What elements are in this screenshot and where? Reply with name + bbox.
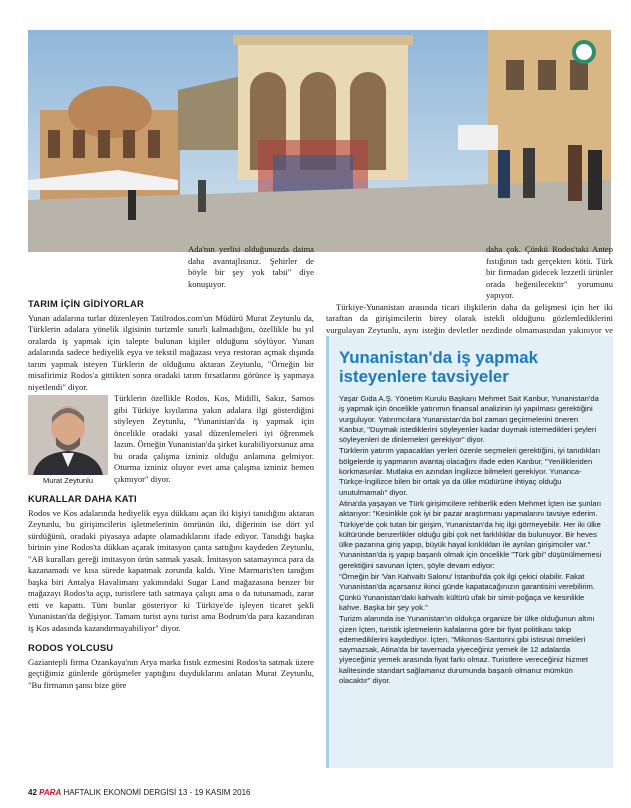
paragraph: Rodos ve Kos adalarında hediyelik eşya dükkanı açan iki kişiyi tanıdığını aktaran Zeytunlu, bu girişimcilerin işletmelerinin ömrünün iki, diğerinin ise dört yıl sürdüğünü, oradaki piyasaya adapte olamadıklarını ifade ediyor. Tanıdığı başka birinin yine Rodos'ta dükkan açarak imitasyon çanta sattığını kaydeden Zeytunlu, "AB kuralları gereği imitasyon ürün satmak yasak. İmitasyon satamayınca para da kazanamadı ve kısa sürede kapatmak zorunda kaldı. Yine Marmaris'ten tanığım başka biri Antalya Havalimanı yakınındaki Sugar Land mağazasına benzer bir mağazayı Rodos'ta açıp, turistlere tatlı satmaya çalıştı ama o da tutunamadı, zarar etti ve kapattı. Tüm bunlar gösteriyor ki Türkiye'de işleyen ticaret şekli Yunanistan'da değişiyor. Tamam turist aynı turist ama Bodrum'da para kazandıran iş Kos adasında kazandırmayabiliyor" diyor. [28,507,314,633]
page-number: 42 [28,788,37,797]
advice-box-title [339,348,603,386]
issue-info: HAFTALIK EKONOMİ DERGİSİ 13 - 19 KASIM 2016 [63,788,251,797]
advice-box-body [339,394,603,686]
advice-paragraph: Yaşar Gıda A.Ş. Yönetim Kurulu Başkanı Mehmet Sait Kanbur, Yunanistan'da iş yapmak için öncelikle yatırımın finansal analizinin iyi yapılması gerektiğini vurguluyor. Yatırımcılara Yunanistan'da bol zaman geçirmelerini öneren Kanbur, "Duymak istediklerini söyleyenler kadar duymak istemedikleri şeyleri söyleyenleri de dinlemeleri gerekiyor" diyor. [339,394,599,445]
section-heading-kurallar: KURALLAR DAHA KATI [28,493,137,504]
athens-street-photo [28,30,611,252]
right-column [326,244,613,348]
advice-paragraph: Türklerin yatırım yapacakları yerleri özenle seçmeleri gerektiğini, iyi tanıdıkları bölgelerde iş yapmanın avantaj olacağını ifade eden Kanbur, "Yenilikleriden korkmasınlar. Mutlaka en azından İngilizce bilmeleri gerekiyor. Yunanca-Türkçe-İngilizce bilen bir ortak ya da ülke müdürüne ihtiyaç olduğu unutulmamalı" diyor. [339,446,601,497]
portrait-murat-zeytunlu [28,395,108,487]
paragraph: daha çok. Çünkü Rodos'taki Antep fıstığının tadı gerçekten kötü. Türk bir firmadan gidecek lezzetli ürünler orada beğenilecektir" yorumunu yapıyor. [486,244,613,300]
advice-paragraph: Turizm alanında ise Yunanistan'ın oldukça organize bir ülke olduğunun altını çizen İçten, turistik işletmelerin kafalarına göre bir fiyat politikası takip edemediklerini kaydediyor. İçten, "Mikonos-Santorini gibi istisnai örnekleri saymazsak, Atina'da bir tavernada yiyeceğiniz yemek ile 12 adalarda yiyeceğiniz yemek arasında fiyat farkı olmaz. Turistlere vereceğiniz hizmet kalitesinde standart sağlamanız durumunda başarılı olmanız mümkün olacaktır" diyor. [339,614,595,686]
article-photo [28,30,611,252]
advice-title-line1: Yunanistan'da iş yapmak [339,348,538,367]
paragraph: Yunan adalarına turlar düzenleyen Tatilrodos.com'un Müdürü Murat Zeytunlu da, Türklerin adalara yönelik ilgisinin turizmle sınırlı kalmadığını, özellikle bu yıl oralarda iş yapmak için talepte bulunan kişiler olduğunu söylüyor. Yunan adalarında sadece hediyelik eşya ve tekstil mağazası veya restoran açmak dışında tarım yapmak isteyen Türklerin de olduğunu aktaran Zeytunlu, "Örneğin bir misafirimiz Rodos'a gittikten sonra oradaki tarım fırsatlarını görünce iş yapmaya niyetlendi" diyor. [28,312,314,392]
advice-title-line2: isteyenlere tavsiyeler [339,367,509,386]
left-column [28,244,314,691]
paragraph: Gaziantepli firma Ozankaya'nın Arya marka fıstık ezmesini Rodos'ta satmak üzere geçtiğimiz günlerde görüşmeler yaptığını duyduklarını anlatan Murat Zeytunlu, "Bu firmanın şansı bize göre [28,656,314,690]
magazine-brand: PARA [39,788,62,797]
person-photo-icon [28,395,108,475]
intro-paragraph: Ada'nın yerlisi olduğunuzda daima daha avantajlısınız. Şehirler de böyle bir şey yok tabii" diye konuşuyor. [188,244,314,289]
paragraph: Türkiye-Yunanistan arasında ticari ilişkilerin daha da gelişmesi için her iki taraftan da girişimcilerin birey olarak istekli olduğunu gözlemlediklerini vurgulayan Zeytunlu, aynı isteğin devletler nezdinde olmamasından yakınıyor ve [326,301,613,335]
section-heading-tarim: TARIM İÇİN GİDİYORLAR [28,298,144,309]
advice-paragraph: "Örneğin bir 'Van Kahvaltı Salonu' İstanbul'da çok ilgi çekici olabilir. Fakat Yunanistan'da açarsanız ikinci günde kapatacağınızın garantisini verebilirim. Çünkü Yunanistan'daki kahvaltı kültürü ufak bir simit-poğaça ve kesinlikle kahve. Başka bir şey yok." [339,572,595,612]
paragraph: Türklerin özellikle Rodos, Kos, Midilli, Sakız, Samos gibi Türkiye kıyılarına yakın adalara ilgi gösterdiğini söyleyen Zeytunlu, "Yunanistan'da iş yapmak için öncelikle oradaki yasal düzenlemeleri iyi öğrenmek lazım. Örneğin Yunanistan'da şirket kurabiliyorsunuz ama bu orada çalışma izniniz olduğu anlamına gelmiyor. Oturma izniniz oluyor evet ama çalışma izniniz hemen çıkmıyor" diyor. [114,393,314,484]
page-footer [28,788,250,797]
portrait-caption: Murat Zeytunlu [28,475,108,487]
advice-box [326,336,613,768]
section-heading-rodos: RODOS YOLCUSU [28,642,114,653]
advice-paragraph: Atina'da yaşayan ve Türk girişimcilere rehberlik eden Mehmet İçten ise şunları aktarıyor: "Kesinlikle çok iyi bir pazar araştırması yapmalarını tavsiye ederim. Türkiye'de çok tutan bir girişim, Yunanistan'da hiç ilgi görmeyebilir. Her iki ülke kültüründe benzerlikler olduğu gibi çok net farklılıklar da bulunuyor. Bir heves ülke pazarına giriş yapıp, büyük hayal kırıklıkları ile ayrılan girişimciler var." Yunanistan'da iş yapıp başarılı olmak için öncelikle "Türk gibi" düşünülmemesi gerektiğini savunan İçten, şöyle devam ediyor: [339,498,602,570]
